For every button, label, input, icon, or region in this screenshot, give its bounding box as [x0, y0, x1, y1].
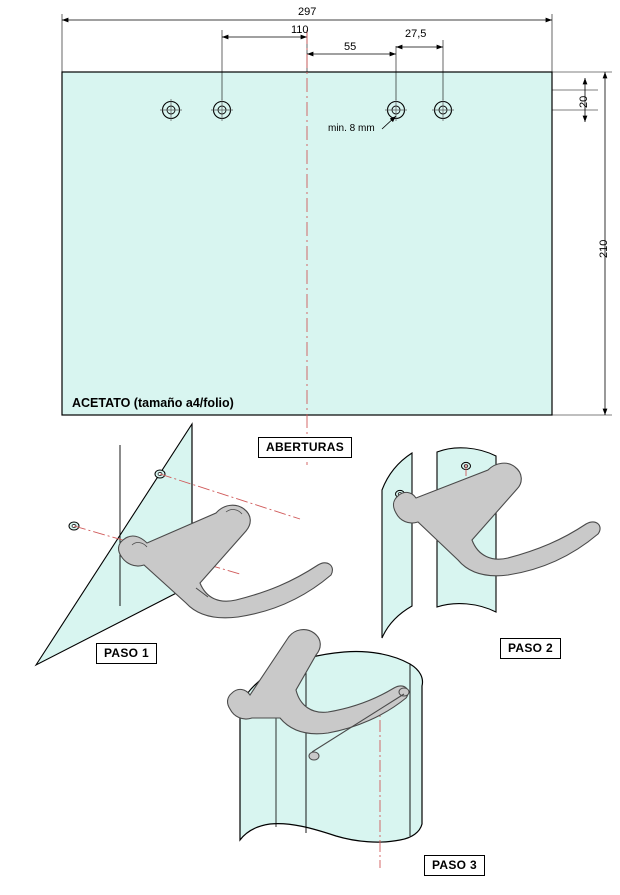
step2-sheet-left	[382, 453, 412, 638]
step-1-illustration	[36, 424, 332, 665]
step-1-label: PASO 1	[96, 643, 157, 664]
acetate-sheet	[62, 72, 552, 415]
step2-wire	[394, 463, 601, 576]
openings-label: ABERTURAS	[258, 437, 352, 458]
dim-label-27-5: 27,5	[405, 28, 427, 40]
step-3-label: PASO 3	[424, 855, 485, 876]
hole-note-label: min. 8 mm	[328, 123, 375, 134]
dim-label-110: 110	[291, 24, 309, 36]
material-label: ACETATO (tamaño a4/folio)	[72, 396, 234, 410]
step-2-illustration	[382, 448, 600, 638]
step-3-illustration	[228, 630, 423, 868]
dim-label-210: 210	[598, 239, 610, 258]
dim-label-20: 20	[578, 95, 590, 108]
dim-label-55: 55	[344, 41, 357, 53]
step-2-label: PASO 2	[500, 638, 561, 659]
dim-label-297: 297	[298, 6, 317, 18]
